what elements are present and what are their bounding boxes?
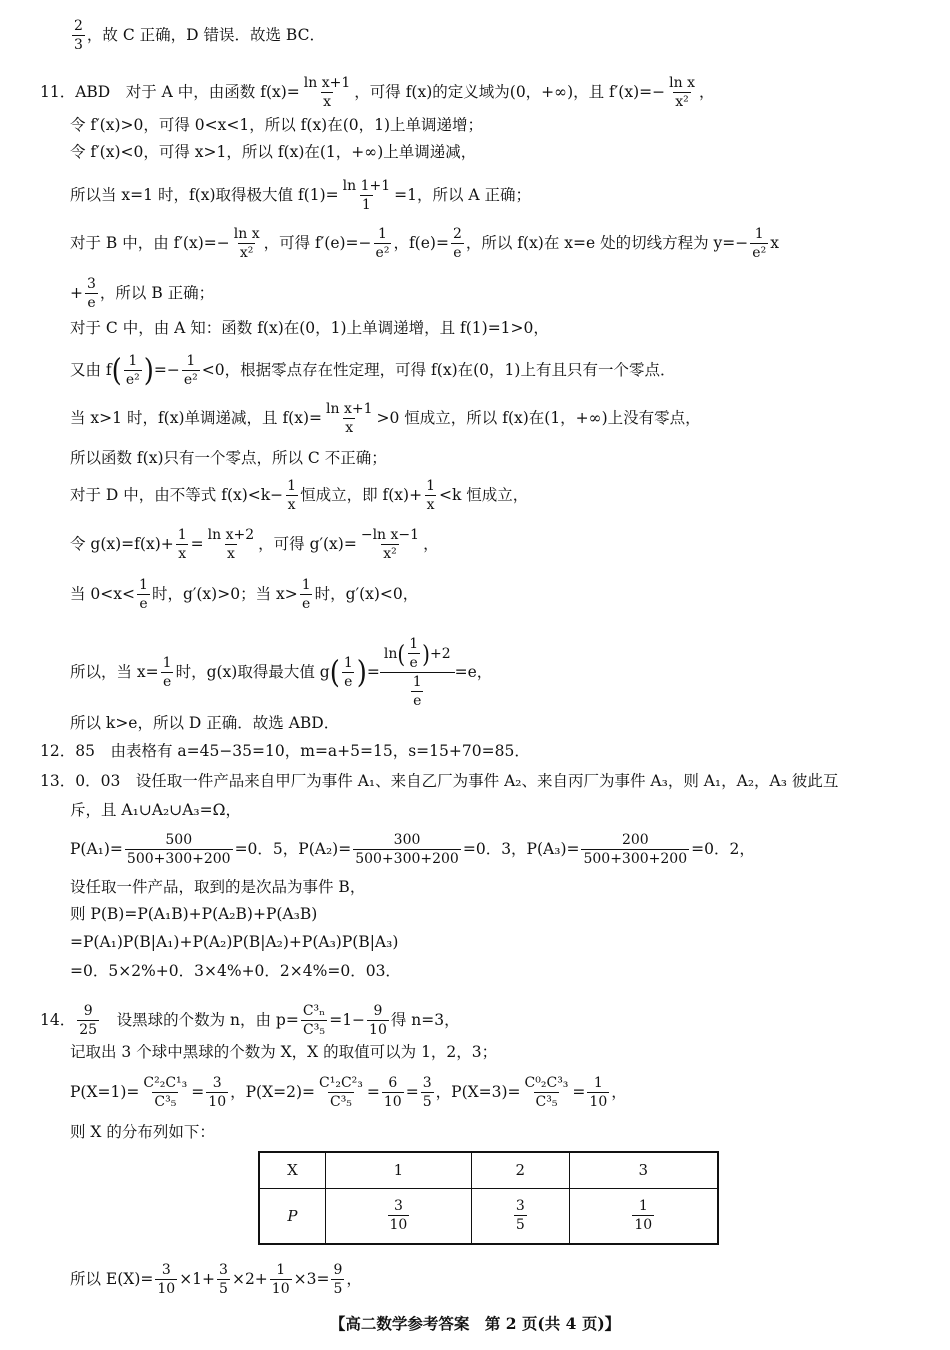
q14-line-3: P(X=1)= $\frac{\text{C²₂C¹₃}}{\text{C³₅}}$ = $\frac{3}{10}$ ，P(X=2)= $\frac{\text{C¹₂C²₃}}{\text{C³₅}}$ = $\frac{6}{10}$ = $\frac{3}{5}$ ，P(X=3)= $\frac{\text{C⁰₂C³₃}}{\text{C³₅}}$ = $\frac{1}{10}$ ，	[70, 1075, 627, 1111]
fraction: $\frac{3}{5}$	[422, 1075, 432, 1111]
q13-line-4: 设任取一件产品，取到的是次品为事件 B，	[70, 878, 366, 896]
q14-line-1: 14． $\frac{9}{25}$ 设黑球的个数为 n，由 p= $\frac{\text{C³ₙ}}{\text{C³₅}}$ =1− $\frac{9}{10}$ 得 n=3，	[40, 1003, 460, 1039]
q14-line-4: 则 X 的分布列如下：	[70, 1123, 215, 1141]
fraction: $\frac{\text{ln x}}{\text{x²}}$	[669, 75, 695, 111]
fraction: $\frac{9}{5}$	[333, 1262, 343, 1298]
q11-line-6: + $\frac{3}{e}$ ，所以 B 正确；	[70, 276, 215, 312]
fraction: $\frac{1}{e}$	[343, 655, 353, 691]
fraction: $\frac{\ln 1+1}{1}$	[342, 178, 391, 214]
fraction: $\frac{300}{500+300+200}$	[355, 832, 459, 868]
fraction: $\frac{1}{10}$	[634, 1198, 653, 1234]
q13-line-7: =0．5×2%+0．3×4%+0．2×4%=0．03．	[70, 962, 401, 980]
fraction: $\frac{3}{10}$	[208, 1075, 227, 1111]
fraction: $\frac{1}{\text{e²}}$	[125, 353, 140, 389]
fraction: $\frac{3}{10}$	[389, 1198, 408, 1234]
q14-line-5: 所以 E(X)= $\frac{3}{10}$ ×1+ $\frac{3}{5}$ ×2+ $\frac{1}{10}$ ×3= $\frac{9}{5}$ ，	[70, 1262, 362, 1298]
fraction: $\frac{\text{−ln x−1}}{\text{x²}}$	[360, 527, 420, 563]
fraction: $\frac{\text{C³ₙ}}{\text{C³₅}}$	[302, 1003, 326, 1039]
fraction: $\frac{1}{e}$	[412, 674, 422, 710]
fraction: $\frac{1}{x}$	[177, 527, 187, 563]
q12-line: 12．85 由表格有 a=45−35=10，m=a+5=15，s=15+70=85．	[40, 742, 530, 760]
fraction: $\frac{1}{10}$	[589, 1075, 608, 1111]
fraction: $\frac{3}{10}$	[157, 1262, 176, 1298]
fraction: $\frac{\text{ln x}}{\text{x²}}$	[233, 226, 260, 262]
fraction: $\frac{\text{C⁰₂C³₃}}{\text{C³₅}}$	[524, 1075, 569, 1111]
fraction: $\frac{6}{10}$	[383, 1075, 402, 1111]
q11-line-4: 所以当 x=1 时，f(x)取得极大值 f(1)= $\frac{\ln 1+1}{1}$ =1，所以 A 正确；	[70, 178, 532, 214]
table-cell: 1	[325, 1152, 471, 1188]
q13-line-2: 斥，且 A₁∪A₂∪A₃=Ω，	[70, 801, 241, 819]
fraction: $\frac{1}{x}$	[287, 478, 297, 514]
q13-line-3: P(A₁)= $\frac{500}{500+300+200}$ =0．5，P(A₂)= $\frac{300}{500+300+200}$ =0．3，P(A₃)= $\frac{200}{500+300+200}$ =0．2，	[70, 832, 755, 868]
fraction: $\frac{1}{e}$	[162, 655, 172, 691]
page-footer: 【高二数学参考答案 第 2 页(共 4 页)】	[329, 1314, 621, 1333]
fraction: $\frac{3}{5}$	[515, 1198, 525, 1234]
table-cell	[569, 1188, 718, 1244]
table-cell: P	[259, 1188, 325, 1244]
table-cell	[325, 1188, 471, 1244]
q14-line-2: 记取出 3 个球中黑球的个数为 X，X 的取值可以为 1，2，3；	[70, 1043, 498, 1061]
fraction: $\frac{200}{500+300+200}$	[583, 832, 688, 868]
fraction: $\frac{9}{10}$	[369, 1003, 387, 1039]
fraction: $\frac{1}{10}$	[271, 1262, 290, 1298]
q11-line-7: 对于 C 中，由 A 知：函数 f(x)在(0，1)上单调递增，且 f(1)=1>0，	[70, 319, 549, 337]
q11-line-10: 所以函数 f(x)只有一个零点，所以 C 不正确；	[70, 449, 387, 467]
fraction: $\frac{1}{e}$	[301, 577, 311, 613]
fraction: $\frac{1}{x}$	[426, 478, 435, 514]
fraction: $\frac{1}{\text{e²}}$	[183, 353, 198, 389]
fraction: $\frac{\text{C¹₂C²₃}}{\text{C³₅}}$	[319, 1075, 363, 1111]
fraction: $\frac{3}{5}$	[219, 1262, 228, 1298]
distribution-table	[258, 1151, 719, 1245]
fraction: $\frac{2}{3}$	[74, 18, 83, 54]
q11-line-1: 11．ABD 对于 A 中，由函数 f(x)= $\frac{\text{ln x+1}}{x}$ ，可得 f(x)的定义域为(0，+∞)，且 f′(x)=− $\frac{\text{ln x}}{\text{x²}}$ ，	[40, 75, 715, 111]
fraction: $\frac{1}{\text{e²}}$	[752, 226, 767, 262]
table-header-row	[259, 1152, 718, 1188]
table-cell: 2	[472, 1152, 570, 1188]
fraction: $\frac{1}{e}$	[409, 636, 419, 672]
fraction: $\frac{\text{C²₂C¹₃}}{\text{C³₅}}$	[143, 1075, 188, 1111]
q11-line-14: 所以，当 x= $\frac{1}{e}$ 时，g(x)取得最大值 g ( $\frac{1}{e}$ ) = ln ( $\frac{1}{e}$ ) +2 $\frac{1}{e}$ =e，	[70, 636, 493, 710]
table-cell	[472, 1188, 570, 1244]
q11-line-2: 令 f′(x)>0，可得 0<x<1，所以 f(x)在(0，1)上单调递增；	[70, 116, 484, 134]
fraction: $\frac{2}{e}$	[452, 226, 462, 262]
table-cell: X	[259, 1152, 325, 1188]
fraction: $\frac{1}{e}$	[139, 577, 148, 613]
q11-line-5: 对于 B 中，由 f′(x)=− $\frac{\text{ln x}}{\text{x²}}$ ，可得 f′(e)=− $\frac{1}{\text{e²}}$ ，f(e)= $\frac{2}{e}$ ，所以 f(x)在 x=e 处的切线方程为 y=− $\frac{1}{\text{e²}}$ x	[70, 226, 779, 262]
q11-line-13: 当 0<x< $\frac{1}{e}$ 时，g′(x)>0；当 x> $\frac{1}{e}$ 时，g′(x)<0，	[70, 577, 419, 613]
compound-fraction: ln ( $\frac{1}{e}$ ) +2 $\frac{1}{e}$	[382, 636, 453, 709]
table-cell: 3	[569, 1152, 718, 1188]
q13-line-6: =P(A₁)P(B|A₁)+P(A₂)P(B|A₂)+P(A₃)P(B|A₃)	[70, 933, 399, 951]
fraction: $\frac{\text{ln x+1}}{x}$	[303, 75, 351, 111]
q11-line-12: 令 g(x)=f(x)+ $\frac{1}{x}$ = $\frac{\text{ln x+2}}{x}$ ，可得 g′(x)= $\frac{\text{−ln x−1}}{\text{x²}}$ ，	[70, 527, 439, 563]
q13-line-1: 13．0．03 设任取一件产品来自甲厂为事件 A₁、来自乙厂为事件 A₂、来自丙厂为事件 A₃，则 A₁，A₂，A₃ 彼此互	[40, 772, 839, 790]
q11-line-8: 又由 f ( $\frac{1}{\text{e²}}$ ) =− $\frac{1}{\text{e²}}$ <0，根据零点存在性定理，可得 f(x)在(0，1)上有且只有一个零点．	[70, 352, 676, 389]
line-1: $\frac{2}{3}$ ，故 C 正确，D 错误．故选 BC．	[74, 18, 325, 54]
table-row	[259, 1188, 718, 1244]
q11-line-3: 令 f′(x)<0，可得 x>1，所以 f(x)在(1，+∞)上单调递减，	[70, 143, 477, 161]
fraction: $\frac{\text{ln x+1}}{x}$	[326, 401, 373, 437]
q11-line-15: 所以 k>e，所以 D 正确．故选 ABD．	[70, 714, 340, 732]
fraction: $\frac{1}{\text{e²}}$	[375, 226, 390, 262]
fraction: $\frac{3}{e}$	[87, 276, 96, 312]
q11-line-9: 当 x>1 时，f(x)单调递减，且 f(x)= $\frac{\text{ln x+1}}{x}$ >0 恒成立，所以 f(x)在(1，+∞)上没有零点，	[70, 401, 701, 437]
q13-line-5: 则 P(B)=P(A₁B)+P(A₂B)+P(A₃B)	[70, 905, 318, 923]
fraction: $\frac{500}{500+300+200}$	[126, 832, 231, 868]
fraction: $\frac{\text{ln x+2}}{x}$	[207, 527, 255, 563]
fraction: $\frac{9}{25}$	[79, 1003, 98, 1039]
q11-line-11: 对于 D 中，由不等式 f(x)<k− $\frac{1}{x}$ 恒成立，即 f(x)+ $\frac{1}{x}$ <k 恒成立，	[70, 478, 529, 514]
